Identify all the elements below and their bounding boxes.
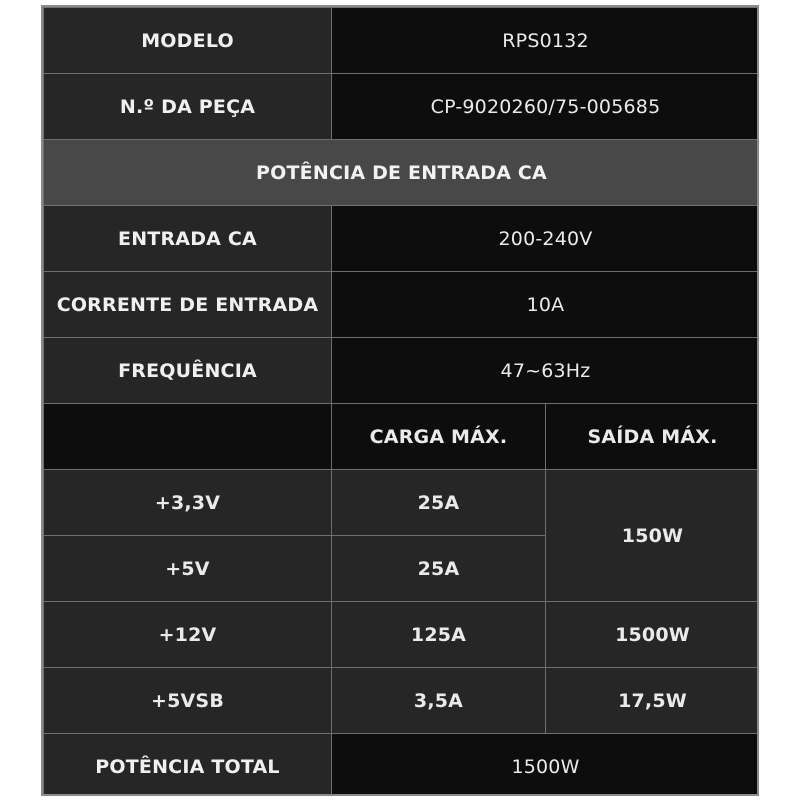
- rail-12v-max-output: 1500W: [546, 602, 760, 668]
- table-row-part-number: [44, 74, 760, 140]
- table-row-model: [44, 8, 760, 74]
- rail-5vsb-max-output: 17,5W: [546, 668, 760, 734]
- total-power-label: POTÊNCIA TOTAL: [44, 734, 332, 797]
- input-current-value: 10A: [332, 272, 760, 338]
- table-row-ac-section: [44, 140, 760, 206]
- table-row-frequency: [44, 338, 760, 404]
- model-label: MODELO: [44, 8, 332, 74]
- table-row-rail-5vsb: [44, 668, 760, 734]
- combined-3v3-5v-output: 150W: [546, 470, 760, 602]
- table-row-rail-12v: [44, 602, 760, 668]
- part-number-label: N.º DA PEÇA: [44, 74, 332, 140]
- rail-5vsb-max-load: 3,5A: [332, 668, 546, 734]
- model-value: RPS0132: [332, 8, 760, 74]
- input-current-label: CORRENTE DE ENTRADA: [44, 272, 332, 338]
- rail-5v-label: +5V: [44, 536, 332, 602]
- ac-section-title: POTÊNCIA DE ENTRADA CA: [44, 140, 760, 206]
- table-row-rail-3v3: [44, 470, 760, 536]
- rail-12v-max-load: 125A: [332, 602, 546, 668]
- spec-table-frame: [41, 5, 759, 796]
- table-row-output-headers: [44, 404, 760, 470]
- psu-spec-table: [43, 7, 759, 796]
- frequency-value: 47~63Hz: [332, 338, 760, 404]
- table-row-input-current: [44, 272, 760, 338]
- output-header-blank: [44, 404, 332, 470]
- max-output-header: SAÍDA MÁX.: [546, 404, 760, 470]
- table-row-total-power: [44, 734, 760, 797]
- rail-5v-max-load: 25A: [332, 536, 546, 602]
- ac-input-label: ENTRADA CA: [44, 206, 332, 272]
- table-row-ac-input: [44, 206, 760, 272]
- total-power-value: 1500W: [332, 734, 760, 797]
- rail-3v3-label: +3,3V: [44, 470, 332, 536]
- ac-input-value: 200-240V: [332, 206, 760, 272]
- part-number-value: CP-9020260/75-005685: [332, 74, 760, 140]
- max-load-header: CARGA MÁX.: [332, 404, 546, 470]
- frequency-label: FREQUÊNCIA: [44, 338, 332, 404]
- rail-5vsb-label: +5VSB: [44, 668, 332, 734]
- rail-12v-label: +12V: [44, 602, 332, 668]
- rail-3v3-max-load: 25A: [332, 470, 546, 536]
